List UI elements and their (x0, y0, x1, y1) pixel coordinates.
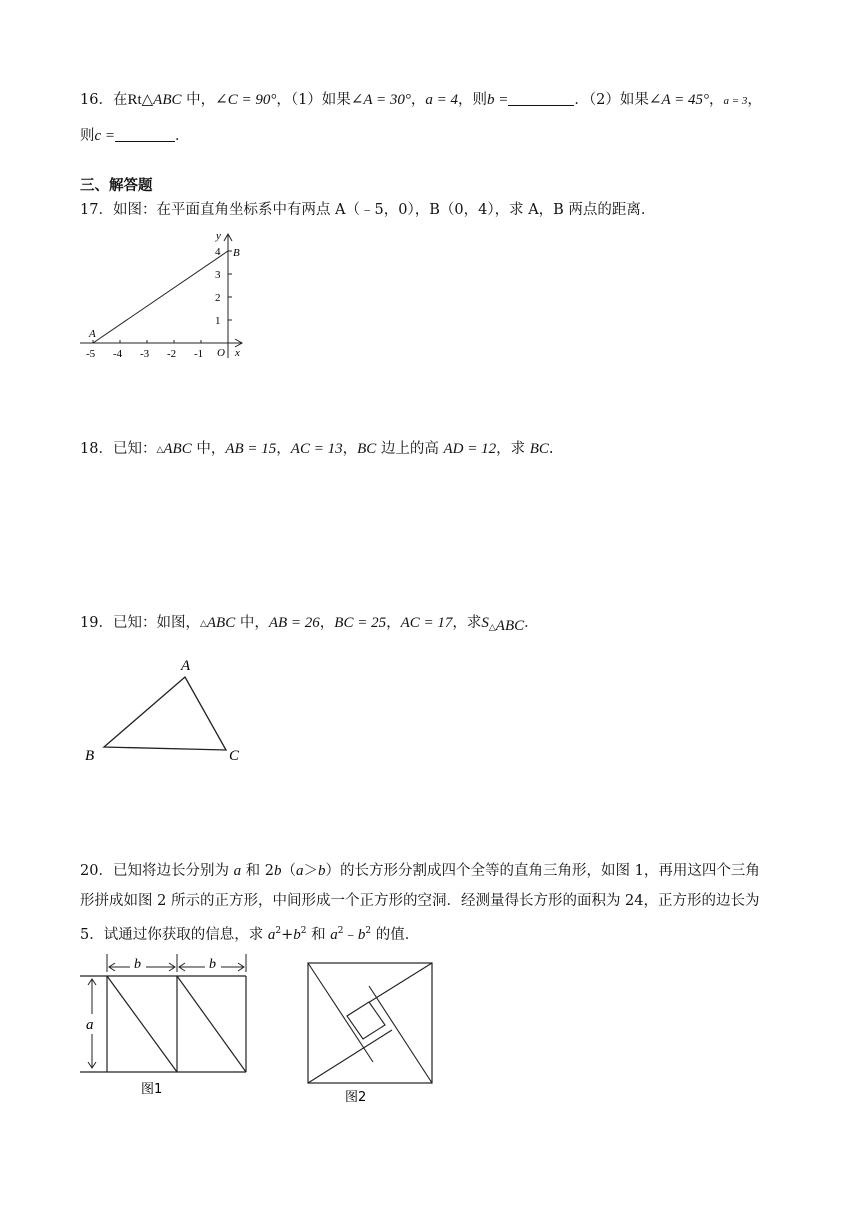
q16-text: ， (410, 92, 426, 108)
triangle-abc: ABC (163, 441, 192, 457)
inner-square-hole (347, 1002, 385, 1039)
q16-text: 中， (181, 92, 216, 108)
q19-text: ， (386, 615, 401, 631)
b-label-right: b (209, 957, 216, 972)
q20-text: （ (281, 863, 297, 879)
question-20-line2: 形拼成如图 2 所示的正方形，中间形成一个正方形的空洞．经测量得长方形的面积为 24，正方形的边长为 (80, 893, 760, 909)
triangle-abc: ABC (153, 92, 182, 108)
triangle-symbol: △ (156, 445, 164, 455)
y-tick-label: 2 (215, 292, 221, 304)
section-heading: 三、解答题 (80, 178, 153, 194)
var-b: b (357, 926, 366, 943)
question-17-text: 17．如图：在平面直角坐标系中有两点 A（﹣5，0），B（0，4），求 A，B 两点的距离． (80, 202, 656, 218)
q20-text: ）的长方形分割成四个全等的直角三角形，如图 1，再用这四个三角 (325, 863, 760, 879)
greater-than: ＞ (303, 863, 319, 879)
diagonal-2 (177, 976, 246, 1072)
exponent: 2 (300, 926, 307, 936)
c-eq: c = (94, 128, 116, 144)
q20-text: 和 2 (241, 863, 275, 879)
q16-text: ． (175, 128, 190, 144)
var-b: b (293, 926, 301, 943)
minus-sign: ﹣ (343, 926, 358, 943)
ac-eq: AC = 13 (290, 441, 343, 457)
triangle-abc: ABC (206, 615, 236, 631)
vertex-b-label: B (85, 748, 95, 764)
q19-text: 中， (235, 615, 269, 631)
figure-2-caption: 图2 (345, 1090, 367, 1105)
question-20-line1 (80, 861, 760, 881)
exponent: 2 (337, 926, 344, 936)
q18-text: 18．已知： (80, 441, 157, 457)
q18-text: 边上的高 (376, 441, 444, 457)
triangle-symbol: △ (199, 619, 207, 629)
q16-text: ．（2）如果 (574, 92, 649, 108)
exponent: 2 (365, 926, 372, 936)
segment-ab (93, 251, 228, 343)
q16-number: 16． (80, 92, 113, 108)
angle-a-30: ∠A = 30° (350, 92, 411, 108)
area-subscript-abc: ABC (495, 618, 525, 634)
a-eq-3: a = 3 (723, 95, 748, 107)
q18-text: . (548, 441, 554, 457)
q16-text: ， (708, 92, 724, 108)
a-eq-4: a = 4 (425, 92, 459, 108)
q20-text: 20．已知将边长分别为 (80, 863, 234, 879)
var-b: b (318, 863, 326, 879)
vertex-c-label: C (229, 748, 240, 764)
plus-sign: + (281, 926, 294, 943)
x-tick-label: -1 (194, 348, 204, 360)
q18-text: 中， (191, 441, 226, 457)
diagonal-1 (107, 976, 177, 1072)
b-eq: b = (487, 92, 509, 108)
q20-figure-2 (305, 960, 440, 1110)
point-a-label: A (89, 328, 96, 340)
var-a: a (267, 926, 276, 943)
ab-eq: AB = 15 (225, 441, 277, 457)
var-a: a (296, 863, 304, 879)
angle-c-eq: ∠C = 90° (215, 92, 277, 108)
question-20-line3 (80, 921, 419, 945)
answer-blank-c[interactable] (115, 127, 175, 142)
origin-label: O (217, 347, 225, 359)
q19-text: ，求 (452, 615, 482, 631)
q19-text: ． (524, 615, 539, 631)
x-tick-label: -4 (113, 348, 123, 360)
q17-coordinate-graph (80, 228, 260, 363)
question-16-line2 (80, 126, 190, 146)
y-tick-label: 1 (215, 315, 221, 327)
y-axis-label: y (216, 230, 221, 242)
x-tick-label: -5 (86, 348, 96, 360)
q16-text: ， (747, 92, 762, 108)
a-label: a (86, 1017, 94, 1033)
ad-eq: AD = 12 (443, 441, 497, 457)
x-tick-label: -2 (167, 348, 177, 360)
b-label-left: b (134, 957, 141, 972)
figure-1-caption: 图1 (141, 1082, 163, 1097)
bc-eq: BC = 25 (334, 615, 387, 631)
q19-text: 19．已知：如图， (80, 615, 200, 631)
q19-text: ， (319, 615, 335, 631)
q16-text: 在 (112, 92, 128, 108)
x-tick-label: -3 (140, 348, 150, 360)
q16-text: ，则 (458, 92, 488, 108)
point-b-label: B (233, 247, 240, 259)
y-tick-label: 4 (215, 246, 221, 258)
q20-text: 的值． (371, 926, 420, 943)
q20-text: 5．试通过你获取的信息，求 (80, 926, 268, 943)
question-18-text (80, 439, 553, 460)
ac-eq: AC = 17 (400, 615, 453, 631)
q18-text: ， (276, 441, 291, 457)
q16-text: 则 (80, 128, 95, 144)
area-subscript: △ABC (488, 618, 525, 634)
q20-text: 和 (306, 926, 331, 943)
rt-triangle-symbol: Rt△ (127, 92, 154, 108)
var-b: b (274, 863, 282, 879)
answer-blank-b[interactable] (508, 91, 574, 106)
area-symbol: S (481, 615, 489, 631)
q18-text: ， (342, 441, 358, 457)
q16-text: ，（1）如果 (276, 92, 351, 108)
y-tick-label: 3 (215, 269, 221, 281)
exponent: 2 (275, 926, 282, 936)
x-axis-label: x (235, 347, 240, 359)
vertex-a-label: A (181, 658, 191, 674)
question-16-line1 (80, 90, 762, 111)
question-19-text (80, 613, 539, 638)
ab-eq: AB = 26 (268, 615, 320, 631)
angle-a-45: ∠A = 45° (648, 92, 709, 108)
q20-figure-1 (80, 952, 250, 1102)
bc: BC (357, 441, 377, 457)
q19-triangle-figure (80, 652, 255, 772)
triangle-abc-shape (104, 677, 226, 750)
bc: BC (529, 441, 549, 457)
q18-text: ，求 (496, 441, 530, 457)
var-a: a (233, 863, 242, 879)
var-a: a (330, 926, 338, 943)
